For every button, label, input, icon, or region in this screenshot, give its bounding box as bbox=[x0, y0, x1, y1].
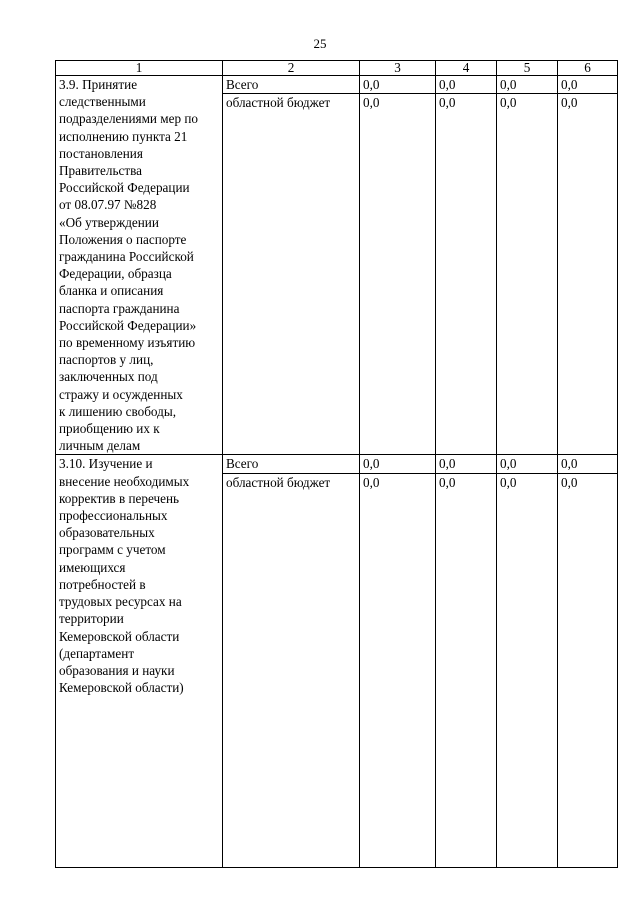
header-col-5: 5 bbox=[497, 61, 558, 76]
funding-source-label: областной бюджет bbox=[223, 94, 360, 455]
page-number: 25 bbox=[313, 36, 327, 51]
value-cell: 0,0 bbox=[436, 455, 497, 473]
table-row bbox=[56, 76, 618, 94]
value-cell: 0,0 bbox=[558, 473, 618, 868]
measure-description: 3.9. Принятие следственными подразделениями мер по исполнению пункта 21 постановления Правительства Российской Федерации от 08.07.97 №828 «Об утверждении Положения о паспорте гражданина Российской Федерации, образца бланка и описания паспорта гражданина Российской Федерации» по временному изъятию паспортов у лиц, заключенных под стражу и осужденных к лишению свободы, приобщению их к личным делам bbox=[56, 76, 223, 455]
value-cell: 0,0 bbox=[360, 473, 436, 868]
measure-description: 3.10. Изучение и внесение необходимых корректив в перечень профессиональных образовательных программ с учетом имеющихся потребностей в трудовых ресурсах на территории Кемеровской области (департамент образования и науки Кемеровской области) bbox=[56, 455, 223, 868]
value-cell: 0,0 bbox=[436, 473, 497, 868]
budget-table bbox=[55, 60, 618, 868]
header-col-1: 1 bbox=[56, 61, 223, 76]
value-cell: 0,0 bbox=[497, 455, 558, 473]
funding-source-label: Всего bbox=[223, 76, 360, 94]
value-cell: 0,0 bbox=[497, 94, 558, 455]
value-cell: 0,0 bbox=[497, 76, 558, 94]
value-cell: 0,0 bbox=[497, 473, 558, 868]
header-row bbox=[56, 61, 618, 76]
header-col-2: 2 bbox=[223, 61, 360, 76]
value-cell: 0,0 bbox=[558, 76, 618, 94]
value-cell: 0,0 bbox=[436, 94, 497, 455]
value-cell: 0,0 bbox=[558, 455, 618, 473]
table-row bbox=[56, 455, 618, 473]
value-cell: 0,0 bbox=[360, 94, 436, 455]
header-col-3: 3 bbox=[360, 61, 436, 76]
value-cell: 0,0 bbox=[360, 455, 436, 473]
funding-source-label: Всего bbox=[223, 455, 360, 473]
value-cell: 0,0 bbox=[436, 76, 497, 94]
value-cell: 0,0 bbox=[360, 76, 436, 94]
header-col-6: 6 bbox=[558, 61, 618, 76]
funding-source-label: областной бюджет bbox=[223, 473, 360, 868]
header-col-4: 4 bbox=[436, 61, 497, 76]
value-cell: 0,0 bbox=[558, 94, 618, 455]
